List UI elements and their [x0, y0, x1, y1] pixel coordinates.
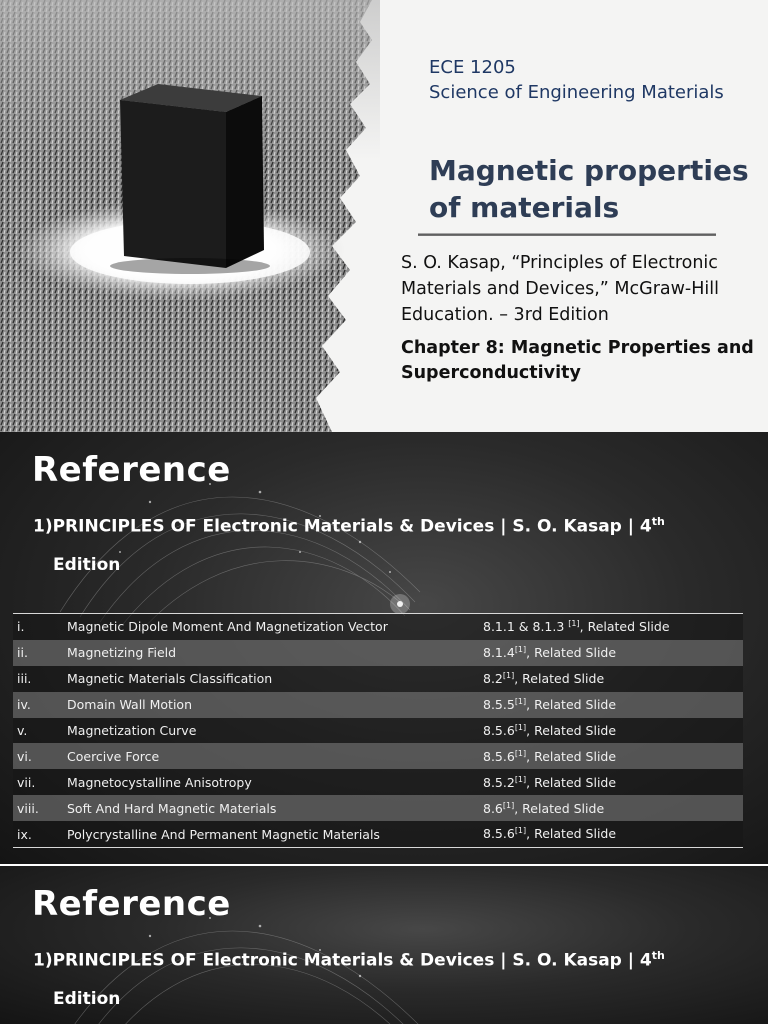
row-topic: Magnetic Dipole Moment And Magnetization Vector	[63, 614, 479, 640]
reference-edition-line-2: Edition	[53, 989, 121, 1009]
section-number: 8.5.2	[483, 774, 515, 790]
related-slide-text: , Related Slide	[526, 697, 617, 713]
book-citation: S. O. Kasap, “Principles of Electronic Materials and Devices,” McGraw-Hill Education. – 3rd Edition	[401, 253, 719, 325]
citation-marker: [1]	[514, 748, 527, 758]
reference-book-line	[33, 515, 665, 537]
table-row	[13, 614, 743, 640]
row-topic: Polycrystalline And Permanent Magnetic Materials	[63, 821, 479, 847]
section-number: 8.2	[483, 671, 503, 687]
row-topic: Domain Wall Motion	[63, 692, 479, 718]
citation-marker: [1]	[568, 619, 580, 629]
row-topic: Magnetizing Field	[63, 640, 479, 666]
edition-superscript: th	[651, 515, 665, 528]
row-number: viii.	[13, 795, 63, 821]
reference-book-line-2	[33, 949, 665, 971]
row-topic: Soft And Hard Magnetic Materials	[63, 795, 479, 821]
course-title: Science of Engineering Materials	[429, 82, 724, 103]
reference-slide-2	[0, 864, 768, 1024]
magnet-iron-filings-image	[0, 0, 380, 432]
row-number: iv.	[13, 692, 63, 718]
related-slide-text: , Related Slide	[579, 619, 670, 635]
topics-table	[13, 613, 743, 848]
table-row	[13, 743, 743, 769]
row-number: ii.	[13, 640, 63, 666]
edition-superscript-2: th	[651, 949, 665, 962]
reference-book-text: 1)PRINCIPLES OF Electronic Materials & Devices | S. O. Kasap | 4	[33, 516, 652, 537]
section-number: 8.1.4	[483, 645, 515, 661]
citation-marker: [1]	[502, 800, 515, 810]
table-row	[13, 821, 743, 847]
row-section	[479, 640, 743, 666]
row-section	[479, 769, 743, 795]
chapter-title: Chapter 8: Magnetic Properties and Superconductivity	[401, 338, 754, 383]
table-row	[13, 666, 743, 692]
title-divider	[418, 233, 716, 236]
row-section	[479, 614, 743, 640]
citation-marker: [1]	[514, 774, 527, 784]
row-section	[479, 692, 743, 718]
section-number: 8.5.6	[483, 723, 515, 739]
table-row	[13, 640, 743, 666]
citation-marker: [1]	[514, 722, 527, 732]
title-slide	[0, 0, 768, 432]
section-number: 8.5.5	[483, 697, 515, 713]
row-topic: Magnetic Materials Classification	[63, 666, 479, 692]
related-slide-text: , Related Slide	[526, 748, 617, 764]
reference-heading: Reference	[32, 450, 231, 490]
reference-edition-line: Edition	[53, 555, 121, 575]
related-slide-text: , Related Slide	[526, 826, 617, 842]
reference-heading-2: Reference	[32, 884, 231, 924]
row-number: vi.	[13, 743, 63, 769]
reference-book-text-2: 1)PRINCIPLES OF Electronic Materials & Devices | S. O. Kasap | 4	[33, 950, 652, 971]
row-topic: Magnetocystalline Anisotropy	[63, 769, 479, 795]
table-row	[13, 795, 743, 821]
row-number: iii.	[13, 666, 63, 692]
citation-marker: [1]	[514, 645, 527, 655]
citation-marker: [1]	[502, 671, 515, 681]
row-topic: Coercive Force	[63, 743, 479, 769]
row-section	[479, 718, 743, 744]
row-section	[479, 666, 743, 692]
table-row	[13, 769, 743, 795]
reference-slide	[0, 432, 768, 864]
related-slide-text: , Related Slide	[514, 800, 605, 816]
related-slide-text: , Related Slide	[526, 723, 617, 739]
related-slide-text: , Related Slide	[514, 671, 605, 687]
row-section	[479, 743, 743, 769]
table-row	[13, 718, 743, 744]
related-slide-text: , Related Slide	[526, 774, 617, 790]
row-number: v.	[13, 718, 63, 744]
related-slide-text: , Related Slide	[526, 645, 617, 661]
row-number: ix.	[13, 821, 63, 847]
row-number: vii.	[13, 769, 63, 795]
row-section	[479, 795, 743, 821]
row-section	[479, 821, 743, 847]
section-number: 8.1.1 & 8.1.3	[483, 619, 569, 635]
section-number: 8.6	[483, 800, 503, 816]
citation-marker: [1]	[514, 826, 527, 836]
section-number: 8.5.6	[483, 748, 515, 764]
course-code: ECE 1205	[429, 57, 516, 78]
citation-marker: [1]	[514, 697, 527, 707]
table-row	[13, 692, 743, 718]
row-topic: Magnetization Curve	[63, 718, 479, 744]
section-number: 8.5.6	[483, 826, 515, 842]
row-number: i.	[13, 614, 63, 640]
lecture-title: Magnetic properties of materials	[429, 154, 749, 224]
